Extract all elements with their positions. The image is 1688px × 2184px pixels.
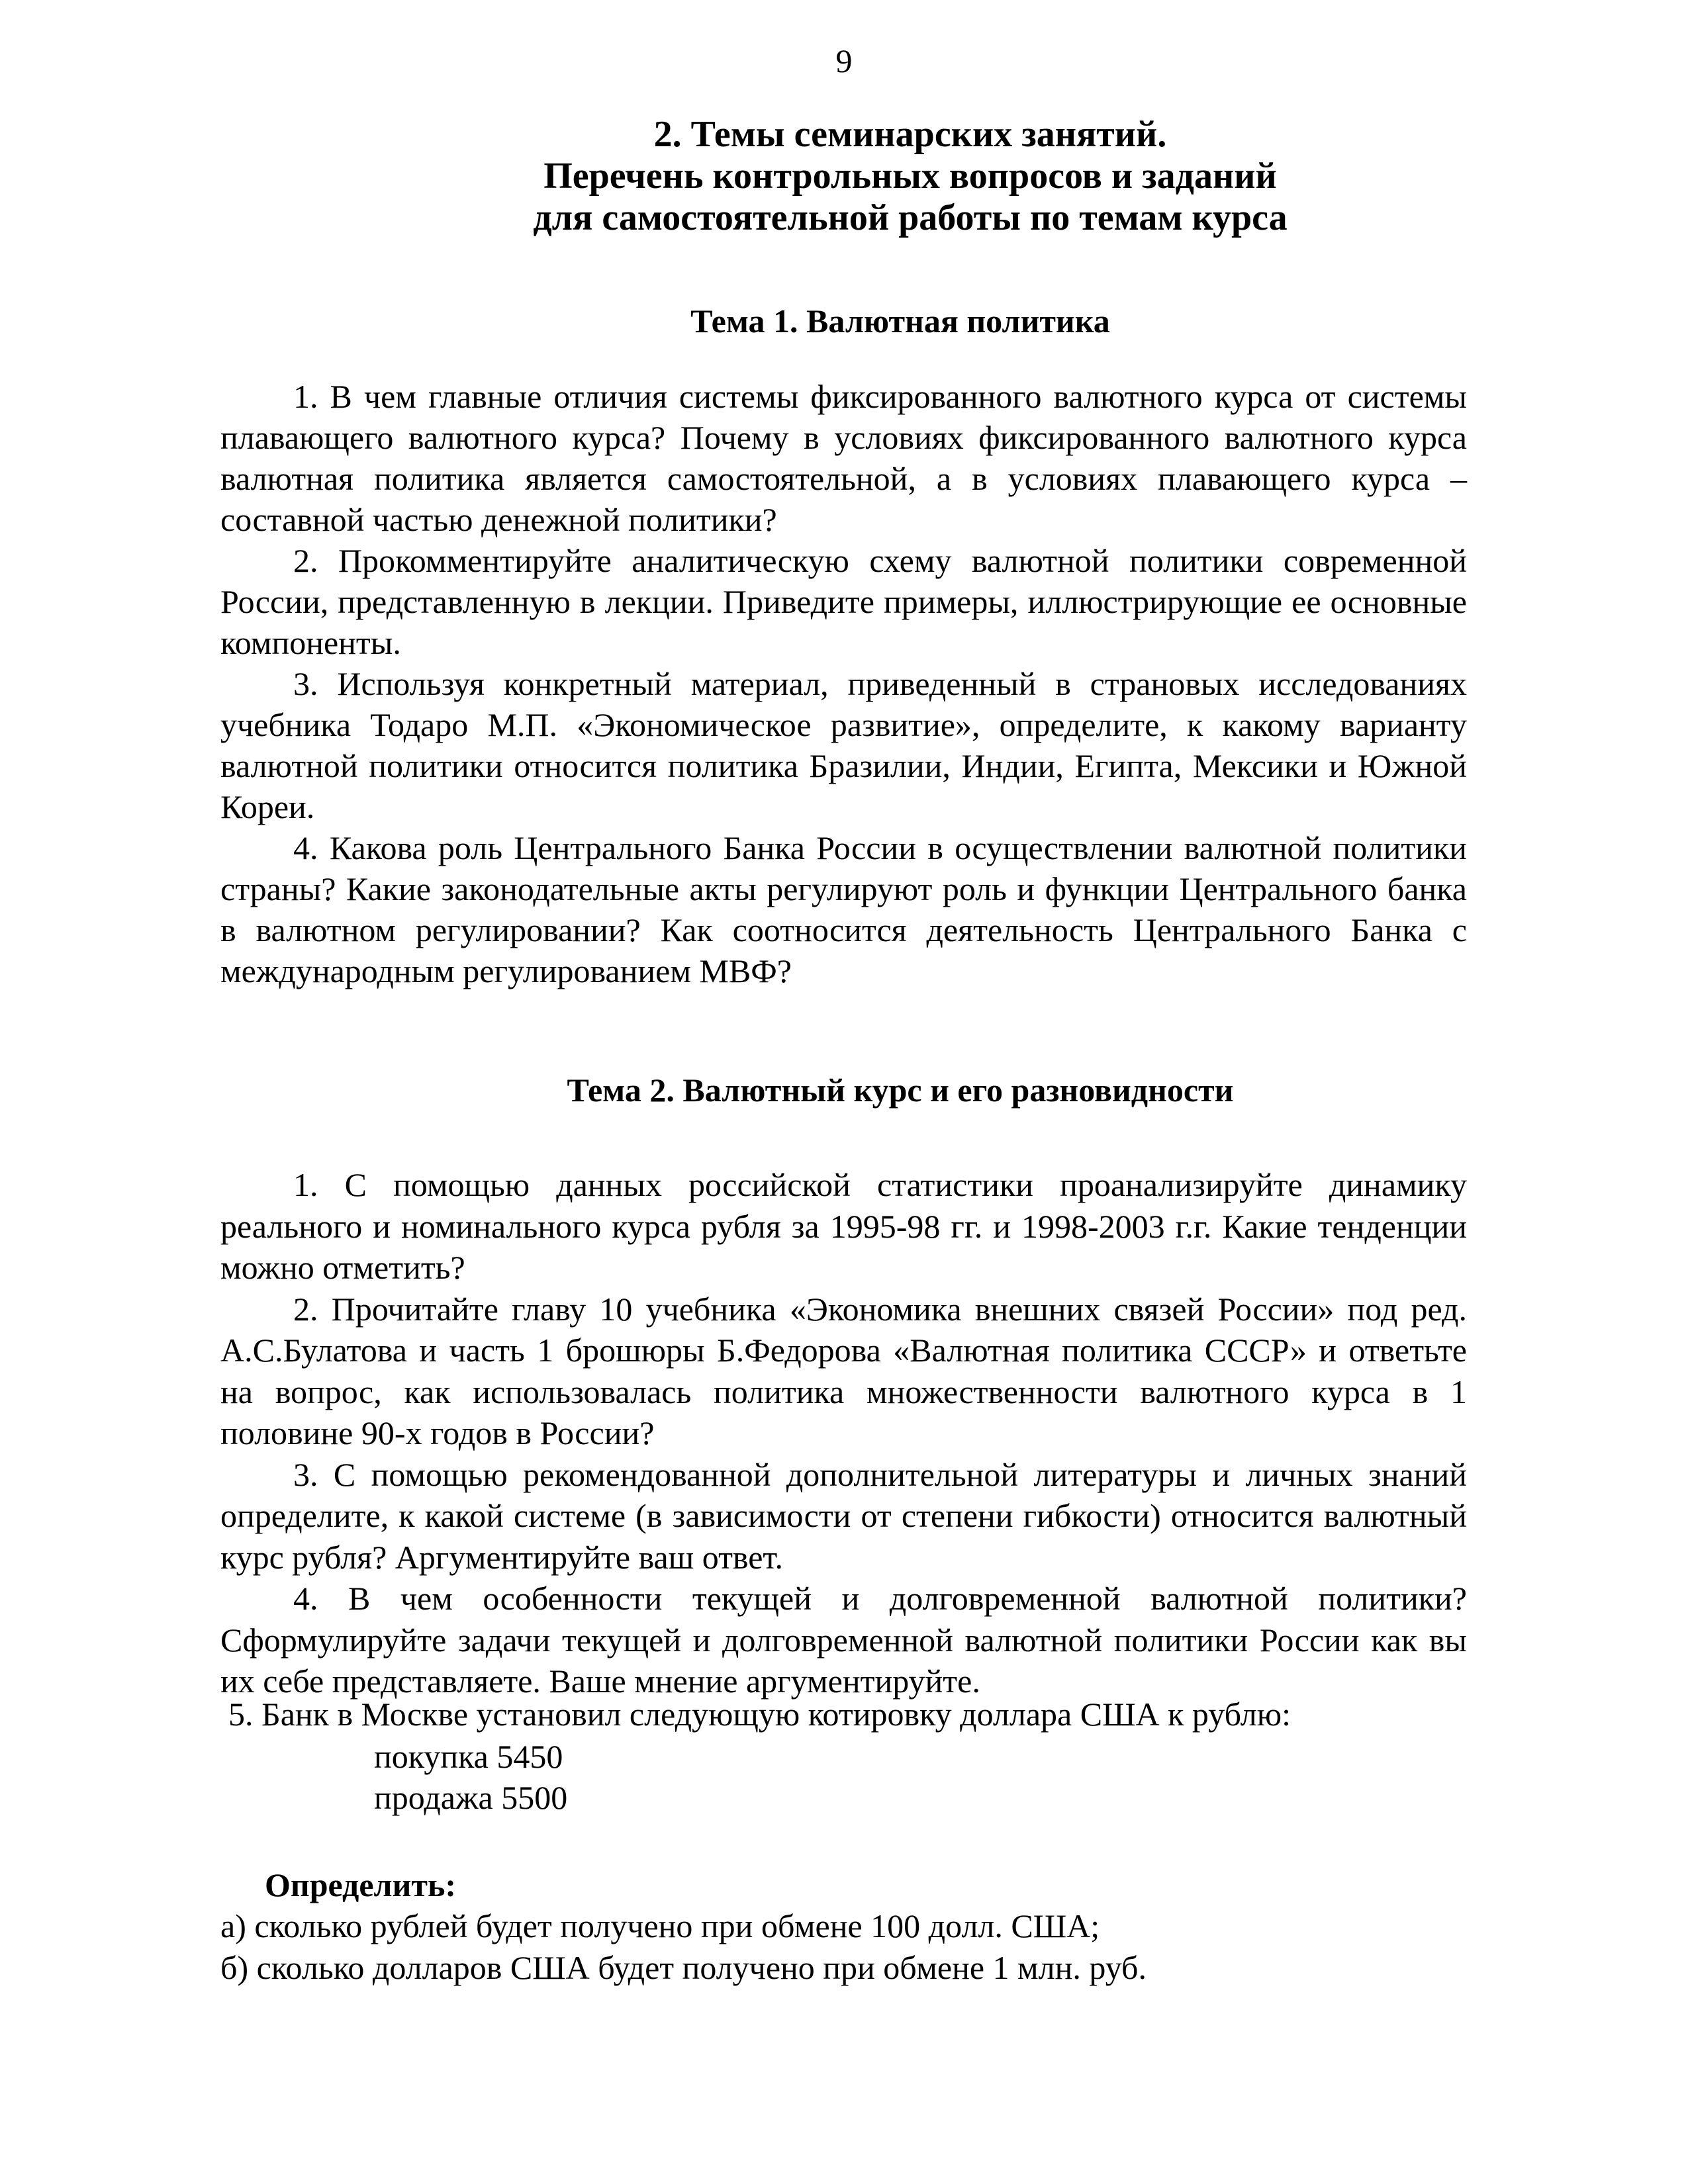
section-title	[199, 114, 1622, 239]
section-title-line: Перечень контрольных вопросов и заданий	[543, 156, 1277, 197]
section-title-line: для самостоятельной работы по темам курса	[533, 197, 1288, 238]
quote-sell: продажа 5500	[374, 1779, 568, 1816]
topic-1-questions	[220, 376, 1467, 991]
quote-buy: покупка 5450	[374, 1738, 563, 1775]
topic-1-title: Тема 1. Валютная политика	[690, 302, 1110, 340]
task-b: б) сколько долларов США будет получено при обмене 1 млн. руб.	[220, 1949, 1147, 1986]
question-item: 4. В чем особенности текущей и долговременной валютной политики? Сформулируйте задачи текущей и долговременной валютной политики России как вы их себе представляете. Ваше мнение аргументируйте.	[220, 1580, 1467, 1700]
question-item: 1. С помощью данных российской статистики проанализируйте динамику реального и номинального курса рубля за 1995-98 гг. и 1998-2003 г.г. Какие тенденции можно отметить?	[220, 1166, 1467, 1286]
page-number: 9	[835, 42, 853, 79]
task-a: а) сколько рублей будет получено при обмене 100 долл. США;	[220, 1907, 1100, 1944]
topic-2-title: Тема 2. Валютный курс и его разновидности	[567, 1071, 1234, 1109]
question-item: 2. Прокомментируйте аналитическую схему валютной политики современной России, представленную в лекции. Приведите примеры, иллюстрирующие ее основные компоненты.	[220, 542, 1467, 661]
topic-2-questions	[220, 1164, 1467, 1702]
question-item: 1. В чем главные отличия системы фиксированного валютного курса от системы плавающего валютного курса? Почему в условиях фиксированного валютного курса валютная политика является самостоятельной, а в условиях плавающего курса – составной частью денежной политики?	[220, 378, 1467, 538]
section-title-line: 2. Темы семинарских занятий.	[653, 114, 1167, 155]
question-item-5: 5. Банк в Москве установил следующую котировку доллара США к рублю:	[228, 1696, 1291, 1733]
question-item: 2. Прочитайте главу 10 учебника «Экономика внешних связей России» под ред. А.С.Булатова и часть 1 брошюры Б.Федорова «Валютная политика СССР» и ответьте на вопрос, как использовалась политика множественности валютного курса в 1 половине 90-х годов в России?	[220, 1290, 1467, 1451]
question-item: 4. Какова роль Центрального Банка России в осуществлении валютной политики страны? Какие законодательные акты регулируют роль и функции Центрального банка в валютном регулировании? Как соотносится деятельность Центрального Банка с международным регулированием МВФ?	[220, 829, 1467, 989]
define-heading: Определить:	[265, 1866, 457, 1903]
question-item: 3. Используя конкретный материал, приведенный в страновых исследованиях учебника Тодаро М.П. «Экономическое развитие», определите, к какому варианту валютной политики относится политика Бразилии, Индии, Египта, Мексики и Южной Кореи.	[220, 665, 1467, 825]
question-item: 3. С помощью рекомендованной дополнительной литературы и личных знаний определите, к какой системе (в зависимости от степени гибкости) относится валютный курс рубля? Аргументируйте ваш ответ.	[220, 1455, 1467, 1576]
